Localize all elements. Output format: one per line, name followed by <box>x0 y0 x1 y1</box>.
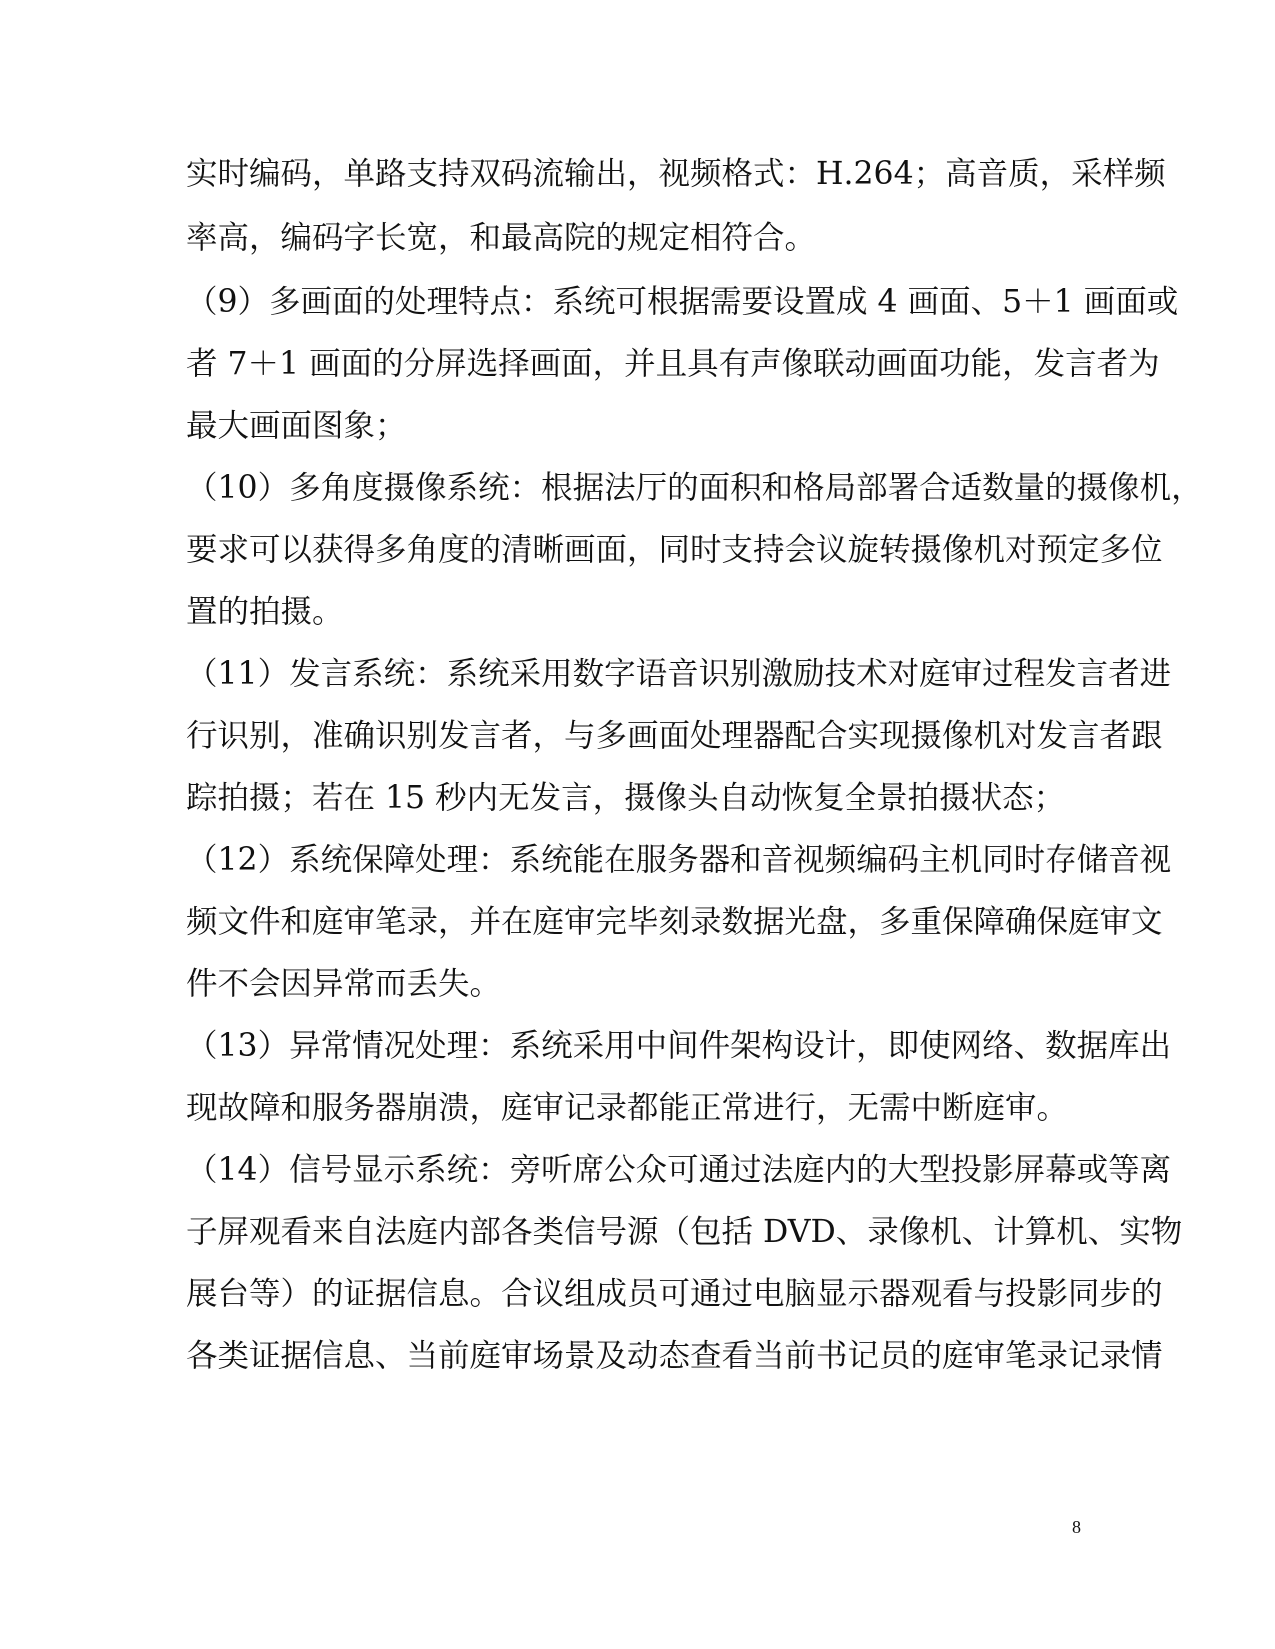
text-line: （14）信号显示系统：旁听席公众可通过法庭内的大型投影屏幕或等离 <box>186 1152 1172 1188</box>
text-line: 置的拍摄。 <box>186 594 344 630</box>
text-line: （10）多角度摄像系统：根据法厅的面积和格局部署合适数量的摄像机， <box>186 470 1203 506</box>
text-line: （12）系统保障处理：系统能在服务器和音视频编码主机同时存储音视 <box>186 842 1172 878</box>
text-line: 各类证据信息、当前庭审场景及动态查看当前书记员的庭审笔录记录情 <box>186 1338 1163 1374</box>
text-line: （11）发言系统：系统采用数字语音识别激励技术对庭审过程发言者进 <box>186 656 1172 692</box>
page-number: 8 <box>1072 1517 1081 1537</box>
text-line: 要求可以获得多角度的清晰画面，同时支持会议旋转摄像机对预定多位 <box>186 532 1163 568</box>
text-line: 子屏观看来自法庭内部各类信号源（包括 DVD、录像机、计算机、实物 <box>186 1214 1183 1250</box>
text-line: 行识别，准确识别发言者，与多画面处理器配合实现摄像机对发言者跟 <box>186 718 1163 754</box>
text-line: 最大画面图象； <box>186 408 407 444</box>
text-line: 者 7＋1 画面的分屏选择画面，并且具有声像联动画面功能，发言者为 <box>186 346 1160 382</box>
text-line: 率高，编码字长宽，和最高院的规定相符合。 <box>186 220 817 256</box>
text-line: （9）多画面的处理特点：系统可根据需要设置成 4 画面、5＋1 画面或 <box>186 284 1179 320</box>
text-line: 件不会因异常而丢失。 <box>186 966 502 1002</box>
text-line: 踪拍摄；若在 15 秒内无发言，摄像头自动恢复全景拍摄状态； <box>186 780 1066 816</box>
text-line: 现故障和服务器崩溃，庭审记录都能正常进行，无需中断庭审。 <box>186 1090 1069 1126</box>
text-line: 频文件和庭审笔录，并在庭审完毕刻录数据光盘，多重保障确保庭审文 <box>186 904 1163 940</box>
text-line: （13）异常情况处理：系统采用中间件架构设计，即使网络、数据库出 <box>186 1028 1172 1064</box>
text-line: 展台等）的证据信息。合议组成员可通过电脑显示器观看与投影同步的 <box>186 1276 1163 1312</box>
text-line: 实时编码，单路支持双码流输出，视频格式：H.264；高音质，采样频 <box>186 156 1166 192</box>
